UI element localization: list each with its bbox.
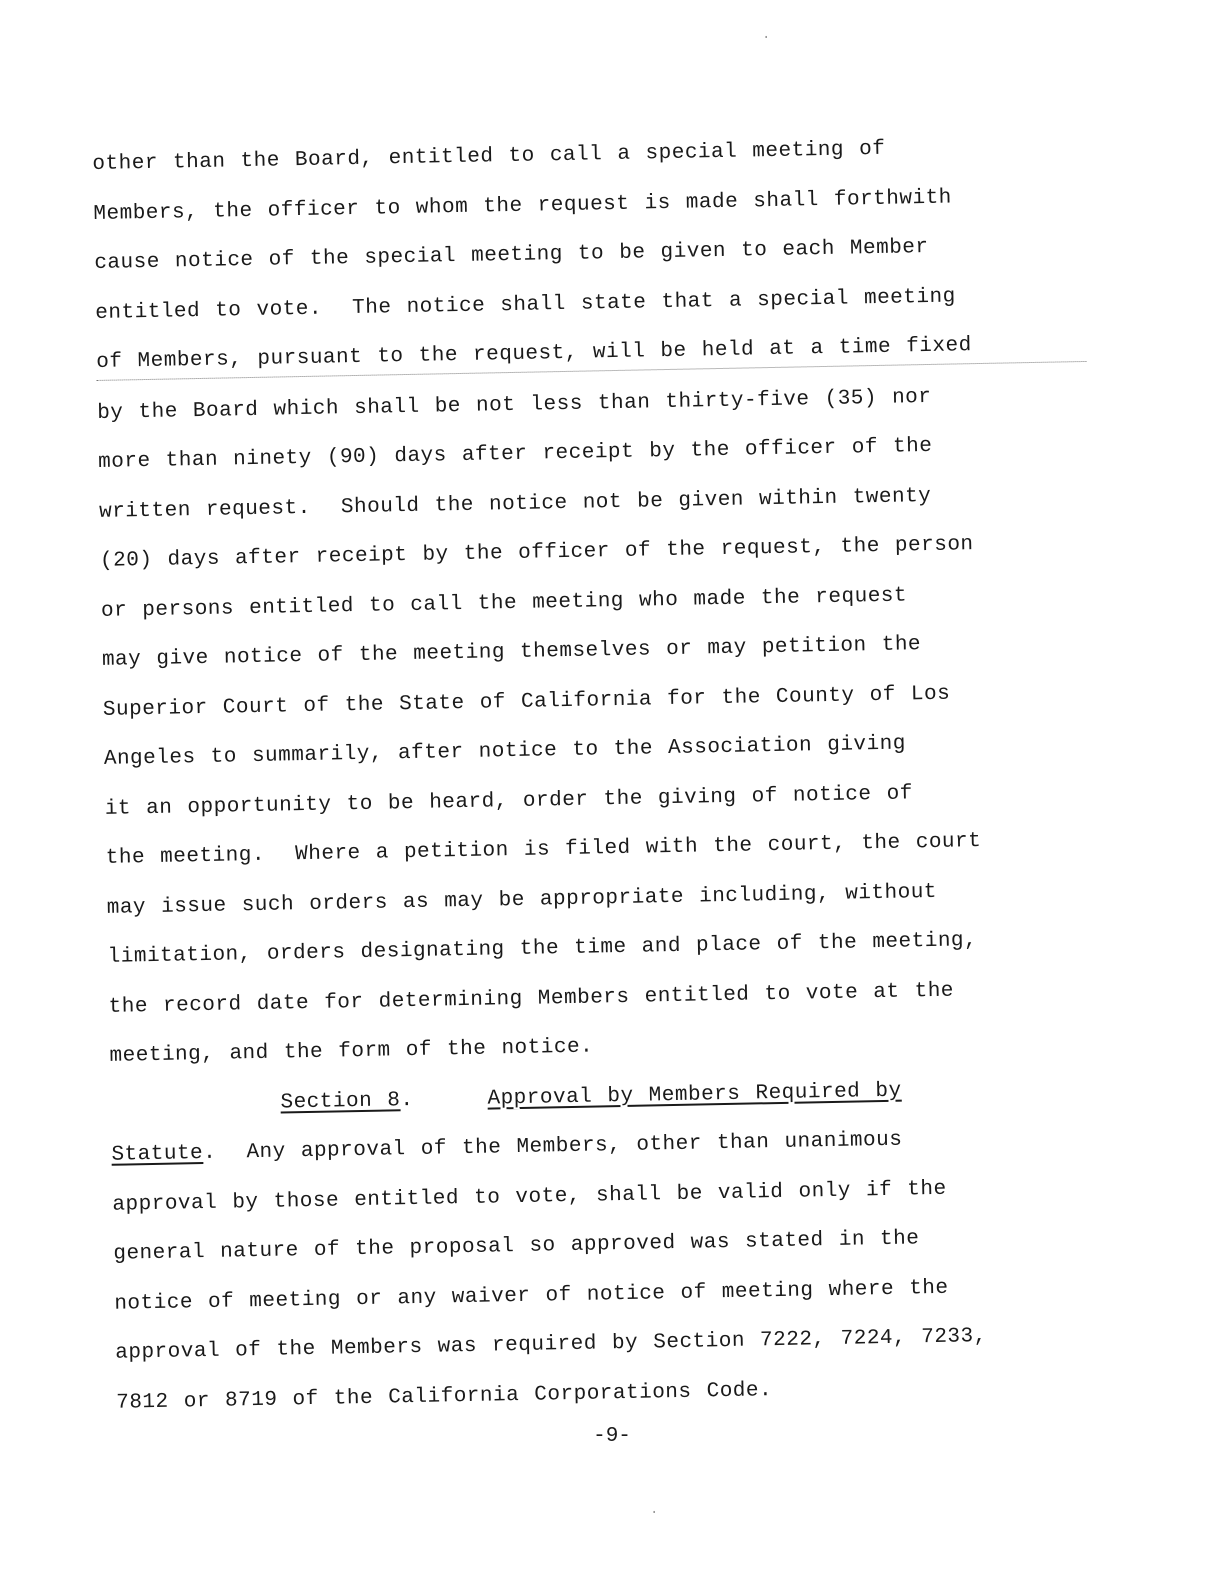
section-heading: Section 8. Approval by Members Required by <box>280 1079 902 1115</box>
body-line: the meeting. Where a petition is filed with the court, the court <box>105 830 982 870</box>
section-line: general nature of the proposal so approved was stated in the <box>113 1227 920 1266</box>
body-line: (20) days after receipt by the officer of the request, the person <box>99 533 974 573</box>
section-text: . Any approval of the Members, other than unanimous <box>202 1128 903 1166</box>
scan-speck: · <box>650 1505 659 1521</box>
body-line: Angeles to summarily, after notice to the Association giving <box>103 732 907 771</box>
body-line: written request. Should the notice not be given within twenty <box>98 484 932 524</box>
body-line: more than ninety (90) days after receipt by the officer of the <box>97 434 933 474</box>
body-line: other than the Board, entitled to call a special meeting of <box>92 137 886 176</box>
body-line: entitled to vote. The notice shall state that a special meeting <box>95 284 956 325</box>
body-line: of Members, pursuant to the request, will be held at a time fixed <box>96 319 1087 381</box>
section-line: notice of meeting or any waiver of notice of meeting where the <box>114 1276 949 1316</box>
body-line: may give notice of the meeting themselves or may petition the <box>101 633 922 672</box>
section-line: 7812 or 8719 of the California Corporations Code. <box>116 1378 773 1415</box>
body-line: cause notice of the special meeting to be given to each Member <box>94 235 929 275</box>
body-line: by the Board which shall be not less than thirty-five (35) nor <box>97 385 932 425</box>
section-line: approval of the Members was required by Section 7222, 7224, 7233, <box>115 1325 987 1365</box>
section-label: Section 8 <box>280 1088 401 1115</box>
body-text <box>92 121 1107 1428</box>
body-line: Members, the officer to whom the request is made shall forthwith <box>93 186 953 226</box>
section-title-continued: Statute <box>111 1142 204 1167</box>
section-title: Approval by Members Required by <box>487 1079 902 1111</box>
body-line: limitation, orders designating the time and place of the meeting, <box>107 929 978 969</box>
body-line: may issue such orders as may be appropriate including, without <box>106 880 938 920</box>
body-line: meeting, and the form of the notice. <box>109 1035 594 1068</box>
section-line: approval by those entitled to vote, shall be valid only if the <box>112 1177 947 1217</box>
body-line: or persons entitled to call the meeting who made the request <box>100 583 908 623</box>
body-line: it an opportunity to be heard, order the giving of notice of <box>104 781 914 821</box>
page-number: -9- <box>593 1425 631 1448</box>
body-line: the record date for determining Members entitled to vote at the <box>108 979 955 1019</box>
scan-speck: · <box>762 30 771 46</box>
body-line: Superior Court of the State of California for the County of Los <box>102 682 951 722</box>
